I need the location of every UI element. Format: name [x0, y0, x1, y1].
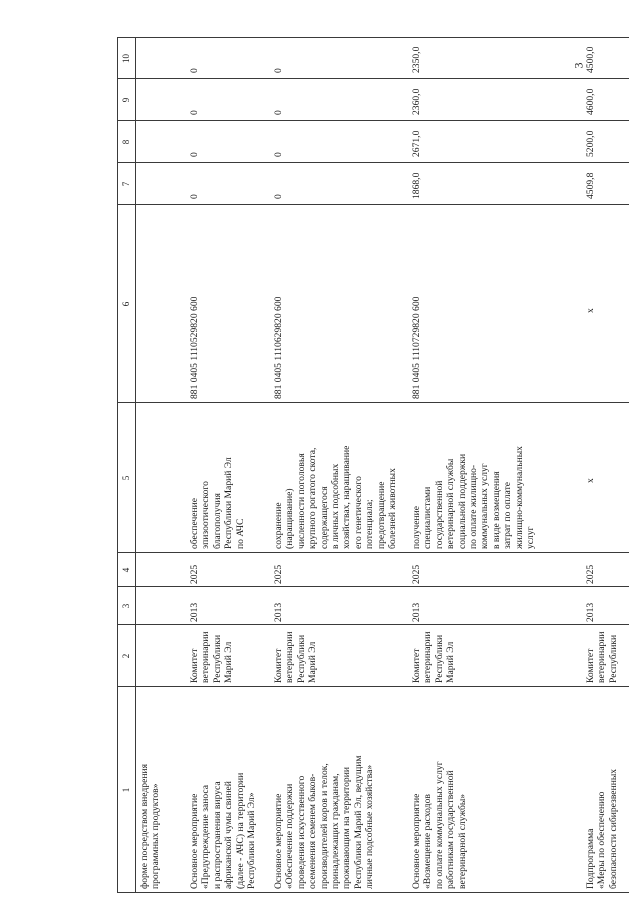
column-header-2: 2 [121, 653, 131, 659]
table-row-1-col-4: 2025 [189, 564, 200, 584]
table-row-1-col-10: 0 [189, 68, 200, 73]
table-row-2-col-7: 0 [273, 194, 284, 199]
column-header-9: 9 [121, 97, 131, 103]
column-header-4: 4 [121, 567, 131, 573]
table-row-3-col-1: Основное мероприятие «Возмещение расходов по оплате коммунальных услуг работникам государственной ветеринарной службы» [411, 761, 468, 889]
table-row-2-col-8: 0 [273, 152, 284, 157]
column-header-5: 5 [121, 475, 131, 481]
table-row-3-col-7: 1868,0 [411, 172, 422, 199]
table-row-2-col-1: Основное мероприятие «Обеспечение поддержки проведения искусственного осеменения семенем быков- производителей коров и телок, принадлежащих гражданам, проживающим на территории Республики Марий Эл, ведущим личные подсобные хозяйства» [273, 755, 376, 889]
table-row-4-col-7: 4509,8 [585, 172, 596, 199]
table-row-3-col-4: 2025 [411, 564, 422, 584]
table-row-3-col-5: получение специалистами государственной ветеринарной службы социальной поддержки по оплате жилищно- коммунальных услуг в виде возмещения затрат по оплате жилищно-коммунальных услуг [411, 446, 537, 549]
table-row-1-col-9: 0 [189, 110, 200, 115]
header-bottom-border [135, 38, 136, 893]
table-row-1-col-8: 0 [189, 152, 200, 157]
table-row-1-col-6: 881 0405 1110529820 600 [189, 296, 200, 399]
table-row-4-col-4: 2025 [585, 564, 596, 584]
column-header-7: 7 [121, 181, 131, 187]
table-row-1-col-2: Комитет ветеринарии Республики Марий Эл [189, 631, 235, 683]
table-row-4-col-8: 5200,0 [585, 130, 596, 157]
col-border-8 [117, 120, 629, 121]
column-header-10: 10 [121, 54, 131, 63]
column-header-3: 3 [121, 603, 131, 609]
col-border-3 [117, 586, 629, 587]
table-row-1-col-3: 2013 [189, 602, 200, 622]
column-header-1: 1 [121, 787, 131, 793]
table-row-0-col-1: форме посредством внедрения программных продуктов» [139, 763, 162, 889]
table-row-1-col-1: Основное мероприятие «Предупреждение заноса и распространения вируса африканской чумы свиней (далее - АЧС) на территории Республики Марий Эл» [189, 772, 258, 889]
table-row-3-col-9: 2360,0 [411, 88, 422, 115]
table-row-3-col-8: 2671,0 [411, 130, 422, 157]
column-header-6: 6 [121, 301, 131, 307]
col-border-4 [117, 552, 629, 553]
col-border-0 [117, 892, 629, 893]
table-row-3-col-2: Комитет ветеринарии Республики Марий Эл [411, 631, 457, 683]
table-row-4-col-5: х [585, 478, 596, 483]
col-border-2 [117, 624, 629, 625]
table-row-4-col-6: х [585, 308, 596, 313]
column-header-8: 8 [121, 139, 131, 145]
col-border-9 [117, 78, 629, 79]
table-row-2-col-4: 2025 [273, 564, 284, 584]
rotated-table [117, 38, 629, 893]
table-row-4-col-1: Подпрограмма «Меры по обеспечению безопасности сибирезвенных [585, 768, 619, 889]
table-row-2-col-9: 0 [273, 110, 284, 115]
table-row-1-col-7: 0 [189, 194, 200, 199]
table-row-4-col-2: Комитет ветеринарии Республики [585, 631, 619, 683]
table-top-border [117, 38, 118, 893]
page-number: 3 [571, 62, 586, 69]
col-border-10 [117, 37, 629, 38]
table-row-4-col-10: 4500,0 [585, 46, 596, 73]
table-row-2-col-6: 881 0405 1110629820 600 [273, 296, 284, 399]
table-row-4-col-9: 4600,0 [585, 88, 596, 115]
table-row-4-col-3: 2013 [585, 602, 596, 622]
table-row-3-col-3: 2013 [411, 602, 422, 622]
col-border-1 [117, 686, 629, 687]
table-row-2-col-3: 2013 [273, 602, 284, 622]
table-row-3-col-6: 881 0405 1110729820 600 [411, 296, 422, 399]
col-border-6 [117, 204, 629, 205]
table-row-3-col-10: 2350,0 [411, 46, 422, 73]
col-border-5 [117, 402, 629, 403]
table-row-1-col-5: обеспечение эпизоотического благополучия Республики Марий Эл по АЧС [189, 457, 246, 549]
table-row-2-col-10: 0 [273, 68, 284, 73]
table-row-2-col-5: сохранение (наращивание) численности поголовья крупного рогатого скота, содержащегося в личных подсобных хозяйствах, наращивание его генетического потенциала; предотвращение болезней животных [273, 445, 399, 549]
table-row-2-col-2: Комитет ветеринарии Республики Марий Эл [273, 631, 319, 683]
col-border-7 [117, 162, 629, 163]
